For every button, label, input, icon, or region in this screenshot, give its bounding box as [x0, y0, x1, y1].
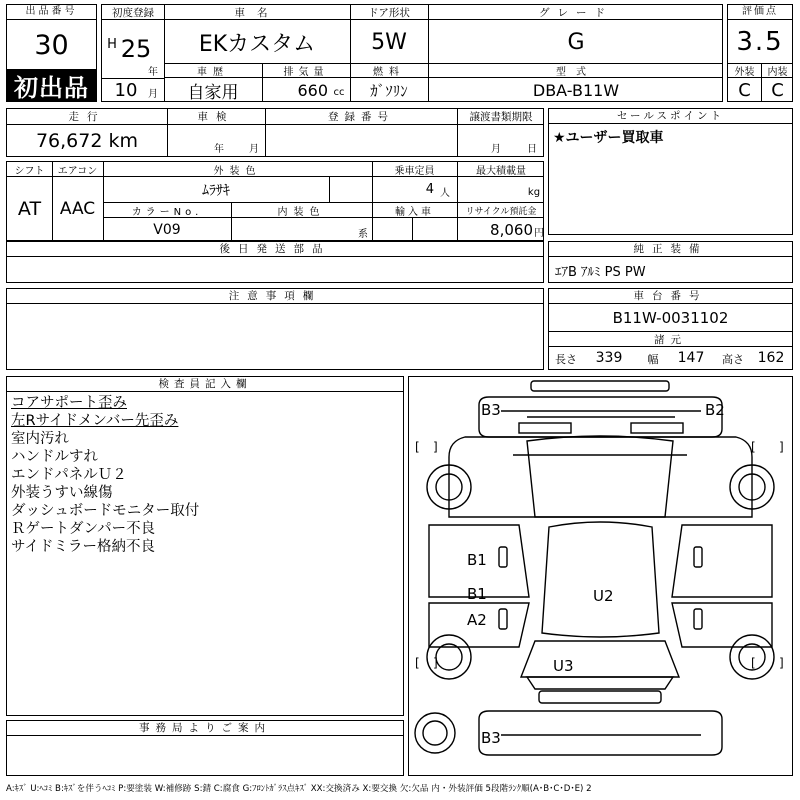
later-parts-box [6, 241, 544, 283]
inspector-note: ダッシュボードモニター取付 [11, 503, 200, 519]
damage-code: U3 [553, 657, 574, 675]
fuel-label: 燃料 [373, 67, 405, 77]
transfer-month-unit: 月 [491, 143, 501, 155]
damage-code: B3 [481, 729, 501, 747]
displacement: 660 [297, 80, 328, 100]
reg-year-unit: 年 [148, 66, 158, 77]
width-label: 幅 [647, 353, 659, 366]
recycle-label: リサイクル預託金 [465, 206, 537, 217]
displacement-unit: cc [333, 86, 345, 98]
svg-text:]: ] [433, 656, 438, 670]
svg-text:]: ] [779, 656, 784, 670]
car-damage-diagram [409, 377, 792, 775]
recycle-fee-unit: 円 [534, 227, 544, 239]
grade-label: グレード [539, 7, 613, 19]
door-type: 5W [371, 29, 407, 55]
damage-code: B1 [467, 585, 487, 603]
score-label: 評価点 [728, 5, 792, 20]
damage-code: B1 [467, 551, 487, 569]
exterior-grade-label: 外装 [734, 67, 755, 77]
length-label: 長さ [555, 353, 577, 366]
model: DBA-B11W [532, 80, 620, 100]
equipment-label: 純正装備 [549, 242, 792, 257]
damage-code: U2 [593, 587, 614, 605]
reg-era: H [107, 36, 117, 52]
inspector-note: エンドパネルＵ２ [11, 467, 127, 483]
registration-number-label: 登録番号 [328, 111, 394, 123]
inspection-year-unit: 年 [214, 143, 224, 155]
history-label: 車歴 [197, 67, 229, 77]
recycle-fee: 8,060 [490, 220, 533, 239]
max-load-unit: kg [527, 186, 541, 198]
color-no-label: カラーNo. [131, 206, 203, 217]
width: 147 [677, 350, 705, 366]
displacement-label: 排気量 [283, 67, 329, 77]
first-registration-label: 初度登録 [112, 7, 154, 19]
inspector-note: 室内汚れ [11, 431, 69, 447]
svg-text:]: ] [779, 440, 784, 454]
capacity-unit: 人 [440, 187, 450, 199]
inspection-month-unit: 月 [249, 143, 259, 155]
capacity-label: 乗車定員 [394, 165, 435, 176]
transfer-day-unit: 日 [527, 143, 537, 155]
inspector-notes-box [6, 376, 404, 716]
height-label: 高さ [722, 353, 744, 366]
car-name: EKカスタム [198, 31, 316, 57]
inspector-note: サイドミラー格納不良 [11, 539, 155, 555]
shift-label: シフト [14, 165, 45, 176]
capacity: 4 [425, 182, 434, 197]
mileage: 76,672 km [35, 130, 139, 152]
reg-month: 10 [114, 80, 138, 101]
mileage-label: 走行 [68, 111, 106, 123]
score: 3.5 [736, 27, 784, 57]
chassis-box [548, 288, 793, 370]
equipment: ｴｱB ｱﾙﾐ PS PW [555, 265, 646, 280]
notes-label: 注意事項欄 [7, 289, 543, 304]
score-box [727, 4, 793, 102]
mileage-row [6, 108, 544, 157]
lot-number-box [6, 4, 97, 102]
shift: AT [17, 198, 42, 220]
height: 162 [757, 350, 785, 366]
svg-text:[: [ [415, 440, 420, 454]
sales-point: ★ユーザー買取車 [553, 130, 664, 146]
history: 自家用 [187, 82, 239, 102]
interior-color-label: 内装色 [277, 206, 326, 217]
inspector-note: ハンドルすれ [11, 449, 98, 465]
later-parts-label: 後日発送部品 [7, 242, 543, 257]
interior-grade: C [771, 79, 784, 101]
transfer-deadline-label: 譲渡書類期限 [469, 111, 533, 123]
interior-color-unit: 系 [358, 228, 368, 240]
import-label: 輸入車 [395, 206, 434, 217]
damage-diagram-box [408, 376, 793, 776]
office-notice-label: 事務局よりご案内 [7, 721, 403, 736]
reg-year: 25 [120, 35, 152, 63]
notes-box [6, 288, 544, 370]
specs-row [6, 161, 544, 241]
damage-code: A2 [467, 611, 487, 629]
vehicle-header-box [101, 4, 723, 102]
lot-number-label: 出品番号 [7, 5, 96, 20]
color-no: V09 [153, 221, 181, 238]
inspector-note: Ｒゲートダンパー不良 [11, 521, 156, 537]
sales-point-box [548, 108, 793, 235]
office-notice-box [6, 720, 404, 776]
legend-footer: A:ｷｽﾞ U:ﾍｺﾐ B:ｷｽﾞを伴うﾍｺﾐ P:要塗装 W:補修跡 S:錆 C:腐食 G:ﾌﾛﾝﾄｶﾞﾗｽ点ｷｽﾞ XX:交換済み X:要交換 欠:欠品 内・外装評価 5段階ﾗﾝｸ順(A･B･C･D･E) 2 [6, 784, 592, 794]
door-type-label: ドア形状 [368, 7, 410, 19]
inspector-note: 左Rサイドメンバー先歪み [11, 413, 179, 429]
specs-label: 諸元 [654, 333, 687, 346]
svg-text:[: [ [751, 440, 756, 454]
max-load-label: 最大積載量 [476, 165, 526, 176]
car-name-label: 車名 [234, 7, 280, 19]
interior-grade-label: 内装 [767, 67, 788, 77]
inspector-note: 外装うすい線傷 [11, 485, 113, 501]
equipment-box [548, 241, 793, 283]
grade: G [567, 29, 585, 55]
exterior-color: ﾑﾗｻｷ [202, 182, 230, 199]
inspector-note: コアサポート歪み [11, 395, 127, 411]
chassis-label: 車台番号 [549, 289, 792, 304]
svg-text:[: [ [415, 656, 420, 670]
ac: AAC [59, 199, 96, 219]
damage-code: B2 [705, 401, 725, 419]
first-listing-badge: 初出品 [7, 69, 96, 101]
inspector-notes-label: 検査員記入欄 [7, 377, 403, 392]
chassis-number: B11W-0031102 [612, 309, 729, 327]
fuel: ｶﾞｿﾘﾝ [370, 81, 408, 100]
model-label: 型式 [556, 67, 596, 77]
svg-text:[: [ [751, 656, 756, 670]
length: 339 [595, 350, 623, 366]
svg-text:]: ] [433, 440, 438, 454]
inspection-label: 車検 [197, 111, 235, 123]
damage-code: B3 [481, 401, 501, 419]
lot-number: 30 [34, 29, 69, 61]
ac-label: エアコン [57, 165, 98, 176]
exterior-grade: C [738, 79, 751, 101]
exterior-color-label: 外装色 [213, 165, 262, 176]
sales-point-label: セールスポイント [549, 109, 792, 124]
reg-month-unit: 月 [148, 88, 158, 100]
